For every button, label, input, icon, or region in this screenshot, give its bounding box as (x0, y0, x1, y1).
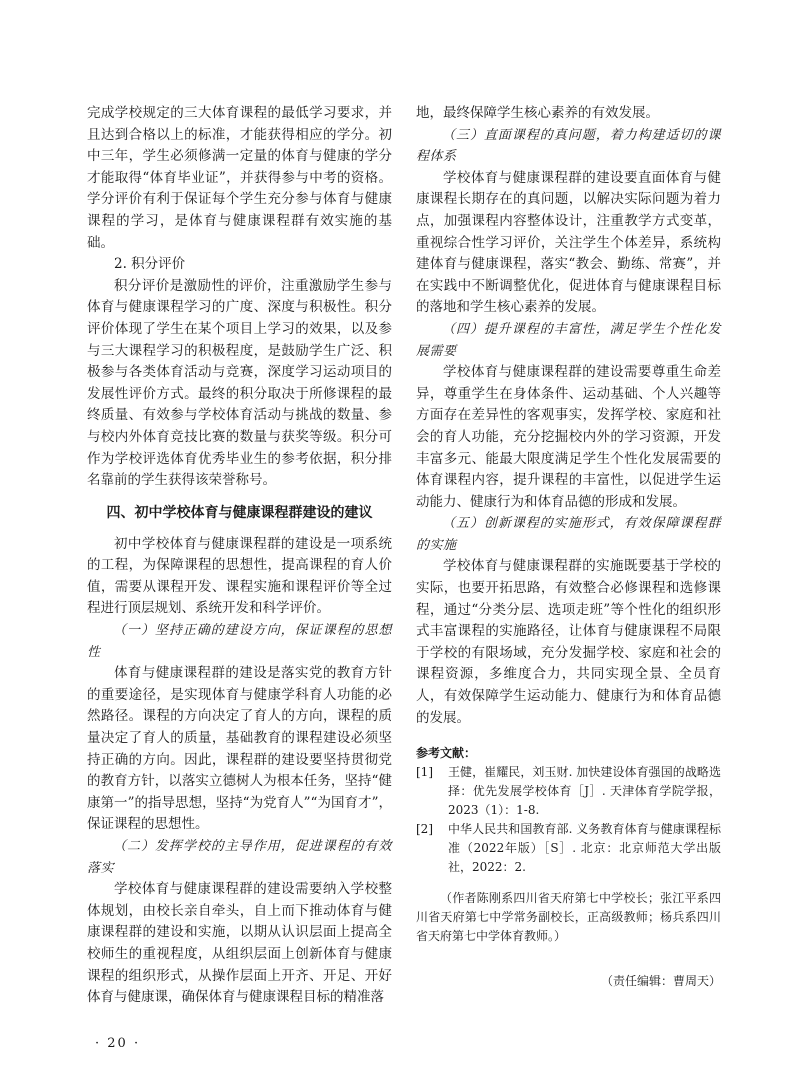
reference-item (416, 763, 721, 820)
subsection-heading: （一）坚持正确的建设方向，保证课程的思想性 (87, 623, 392, 660)
reference-number: [1] (416, 765, 433, 780)
reference-text: 中华人民共和国教育部. 义务教育体育与健康课程标准（2022年版）［S］. 北京：北京师范大学出版社，2022：2. (448, 822, 721, 875)
subsection-heading: （三）直面课程的真问题，着力构建适切的课程体系 (416, 127, 721, 165)
reference-number: [2] (416, 822, 433, 837)
right-column (416, 103, 721, 991)
subsection-heading: （五）创新课程的实施形式，有效保障课程群的实施 (416, 516, 721, 553)
section-heading: 四、初中学校体育与健康课程群建设的建议 (106, 504, 373, 521)
reference-text: 王健，崔耀民，刘玉财. 加快建设体育强国的战略选择：优先发展学校体育［J］. 天津体育学院学报，2023（1）：1-8. (448, 765, 721, 818)
paragraph: 学校体育与健康课程群的建设需要纳入学校整体规划，由校长亲自牵头，自上而下推动体育与健康课程群的建设和实施，以期从认识层面上提高全校师生的重视程度，从组织层面上创新体育与健康课程的组织形式，从操作层面上开齐、开足、开好体育与健康课，确保体育与健康课程目标的精准落 (87, 881, 392, 1006)
page-number: · 20 · (95, 1036, 141, 1051)
editor-credit: （责任编辑：曹周天） (600, 974, 721, 989)
subheading-points-evaluation: 2. 积分评价 (114, 256, 186, 273)
left-column (87, 103, 392, 1009)
subsection-heading: （二）发挥学校的主导作用，促进课程的有效落实 (87, 839, 392, 876)
author-note: （作者陈刚系四川省天府第七中学校长；张江平系四川省天府第七中学常务副校长，正高级教师；杨兵系四川省天府第七中学体育教师。） (416, 891, 721, 944)
paragraph: 完成学校规定的三大体育课程的最低学习要求，并且达到合格以上的标准，才能获得相应的学分。初中三年，学生必须修满一定量的体育与健康的学分才能取得“体育毕业证”，并获得参与中考的资格。学分评价有利于保证每个学生充分参与体育与健康课程的学习，是体育与健康课程群有效实施的基础。 (87, 105, 392, 251)
paragraph: 学校体育与健康课程群的建设需要尊重生命差异，尊重学生在身体条件、运动基础、个人兴趣等方面存在差异性的客观事实，发挥学校、家庭和社会的育人功能，充分挖掘校内外的学习资源，开发丰富多元、能最大限度满足学生个性化发展需要的体育课程内容，提升课程的丰富性，以促进学生运动能力、健康行为和体育品德的形成和发展。 (416, 364, 721, 510)
paragraph: 积分评价是激励性的评价，注重激励学生参与体育与健康课程学习的广度、深度与积极性。积分评价体现了学生在某个项目上学习的效果，以及参与三大课程学习的积极程度，是鼓励学生广泛、积极参与各类体育活动与竞赛，深度学习运动项目的发展性评价方式。最终的积分取决于所修课程的最终质量、有效参与学校体育活动与挑战的数量、参与校内外体育竞技比赛的数量与获奖等级。积分可作为学校评选体育优秀毕业生的参考依据，积分排名靠前的学生获得该荣誉称号。 (87, 277, 392, 489)
paragraph: 学校体育与健康课程群的实施既要基于学校的实际，也要开拓思路，有效整合必修课程和选修课程，通过“分类分层、选项走班”等个性化的组织形式丰富课程的实施路径，让体育与健康课程不局限于学校的有限场域，充分发掘学校、家庭和社会的课程资源，多维度合力，共同实现全景、全员育人，有效保障学生运动能力、健康行为和体育品德的发展。 (416, 558, 721, 726)
paragraph: 初中学校体育与健康课程群的建设是一项系统的工程，为保障课程的思想性，提高课程的育人价值，需要从课程开发、课程实施和课程评价等全过程进行顶层规划、系统开发和科学评价。 (87, 535, 392, 617)
subsection-heading: （四）提升课程的丰富性，满足学生个性化发展需要 (416, 321, 721, 359)
references-title: 参考文献： (416, 746, 477, 761)
reference-item (416, 820, 721, 877)
paragraph: 学校体育与健康课程群的建设要直面体育与健康课程长期存在的真问题，以解决实际问题为着力点，加强课程内容整体设计，注重教学方式变革，重视综合性学习评价，关注学生个体差异，系统构建体育与健康课程，落实“教会、勤练、常赛”，并在实践中不断调整优化，促进体育与健康课程目标的落地和学生核心素养的发展。 (416, 169, 721, 316)
paragraph: 体育与健康课程群的建设是落实党的教育方针的重要途径，是实现体育与健康学科育人功能的必然路径。课程的方向决定了育人的方向，课程的质量决定了育人的质量，基础教育的课程建设必须坚持正确的方向。因此，课程群的建设要坚持贯彻党的教育方针，以落实立德树人为根本任务，坚持“健康第一”的指导思想，坚持“为党育人”“为国育才”，保证课程的思想性。 (87, 665, 392, 833)
paragraph: 地，最终保障学生核心素养的有效发展。 (416, 105, 659, 121)
